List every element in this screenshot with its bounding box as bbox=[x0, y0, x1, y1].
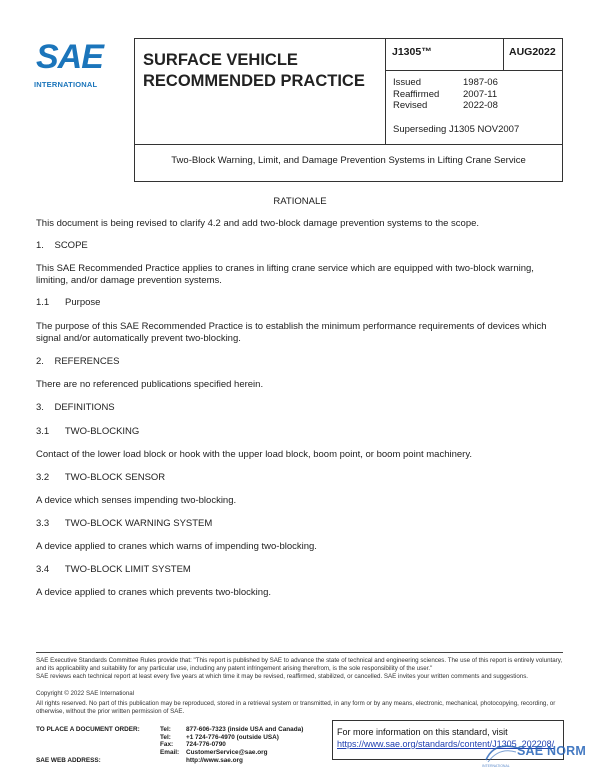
history-label: Issued bbox=[393, 77, 421, 88]
section-heading: 3. DEFINITIONS bbox=[36, 402, 115, 413]
logo-international-text: INTERNATIONAL bbox=[34, 80, 98, 89]
svg-text:SAE: SAE bbox=[36, 38, 103, 76]
header-divider bbox=[385, 70, 563, 71]
section-heading: 3.1 TWO-BLOCKING bbox=[36, 426, 140, 437]
section-heading: 3.3 TWO-BLOCK WARNING SYSTEM bbox=[36, 518, 213, 529]
section-heading: 3.4 TWO-BLOCK LIMIT SYSTEM bbox=[36, 564, 191, 575]
rationale-text: This document is being revised to clarify 4.2 and add two-block damage prevention systems to the scope. bbox=[36, 218, 480, 229]
document-date: AUG2022 bbox=[509, 46, 556, 58]
info-box-title: For more information on this standard, visit bbox=[337, 727, 508, 737]
watermark-text: SAE NORM bbox=[517, 744, 586, 758]
web-address-label: SAE WEB ADDRESS: bbox=[36, 757, 101, 764]
contact-value: 877-606-7323 (inside USA and Canada) bbox=[186, 726, 304, 733]
history-label: Revised bbox=[393, 100, 428, 111]
section-text: There are no referenced publications specified herein. bbox=[36, 379, 264, 390]
section-text: The purpose of this SAE Recommended Practice is to establish the minimum performance requirements of devices which signal and/or automatically prevent two-blocking. bbox=[36, 321, 547, 344]
section-heading: 2. REFERENCES bbox=[36, 356, 120, 367]
footer-rights-text: All rights reserved. No part of this publication may be reproduced, stored in a retrieval system or transmitted, in any form or by any means, electronic, mechanical, photocopying, recording, or otherwise, without the prior written permission of SAE. bbox=[36, 700, 556, 715]
section-text: Contact of the lower load block or hook with the upper load block, boom point, or boom point machinery. bbox=[36, 449, 473, 460]
watermark-subtext: INTERNATIONAL bbox=[482, 764, 510, 768]
history-date: 1987-06 bbox=[463, 77, 498, 88]
web-address-link[interactable]: http://www.sae.org bbox=[186, 756, 243, 764]
section-heading: 3.2 TWO-BLOCK SENSOR bbox=[36, 472, 166, 483]
contact-email[interactable]: CustomerService@sae.org bbox=[186, 749, 268, 757]
header-divider bbox=[134, 144, 563, 145]
section-text: A device applied to cranes which warns of impending two-blocking. bbox=[36, 541, 317, 552]
history-date: 2007-11 bbox=[463, 88, 498, 100]
section-text: A device applied to cranes which prevents two-blocking. bbox=[36, 587, 271, 598]
document-number: J1305™ bbox=[392, 46, 432, 58]
document-subtitle: Two-Block Warning, Limit, and Damage Prevention Systems in Lifting Crane Service bbox=[171, 155, 526, 166]
footer-divider bbox=[36, 652, 563, 653]
order-label: TO PLACE A DOCUMENT ORDER: bbox=[36, 726, 140, 733]
history-labels bbox=[393, 77, 439, 112]
watermark-logo bbox=[482, 742, 522, 764]
superseding-note: Superseding J1305 NOV2007 bbox=[393, 124, 520, 135]
history-date: 2022-08 bbox=[463, 100, 498, 111]
history-dates bbox=[463, 77, 498, 112]
section-heading: 1. SCOPE bbox=[36, 240, 88, 251]
contact-value: +1 724-776-4970 (outside USA) bbox=[186, 733, 279, 741]
footer-rules-text: SAE Executive Standards Committee Rules provide that: "This report is published by SAE to advance the state of technical and engineering sciences. The use of this report is entirely voluntary, and its applicability and suitability for any particular use, including any patent infringement arising therefrom, is the sole responsibility of the user." bbox=[36, 657, 563, 672]
footer-copyright: Copyright © 2022 SAE International bbox=[36, 690, 135, 697]
header-divider bbox=[503, 38, 504, 70]
document-type-title: SURFACE VEHICLE RECOMMENDED PRACTICE bbox=[143, 51, 365, 90]
section-text: This SAE Recommended Practice applies to cranes in lifting crane service which are equipped with two-block warning, limiting, and/or damage prevention systems. bbox=[36, 263, 534, 286]
section-text: A device which senses impending two-blocking. bbox=[36, 495, 237, 506]
standard-link[interactable]: https://www.sae.org/standards/content/J1305_202208/ bbox=[337, 739, 555, 749]
contact-values bbox=[186, 726, 303, 765]
footer-review-text: SAE reviews each technical report at least every five years at which time it may be revised, reaffirmed, stabilized, or cancelled. SAE invites your written comments and suggestions. bbox=[36, 673, 529, 680]
rationale-heading: RATIONALE bbox=[273, 196, 327, 207]
history-label: Reaffirmed bbox=[393, 88, 440, 100]
header-divider bbox=[385, 38, 386, 144]
contact-value: 724-776-0790 bbox=[186, 741, 226, 749]
section-heading: 1.1 Purpose bbox=[36, 297, 101, 308]
contact-keys: Tel: Tel: Fax: Email: bbox=[160, 726, 180, 757]
